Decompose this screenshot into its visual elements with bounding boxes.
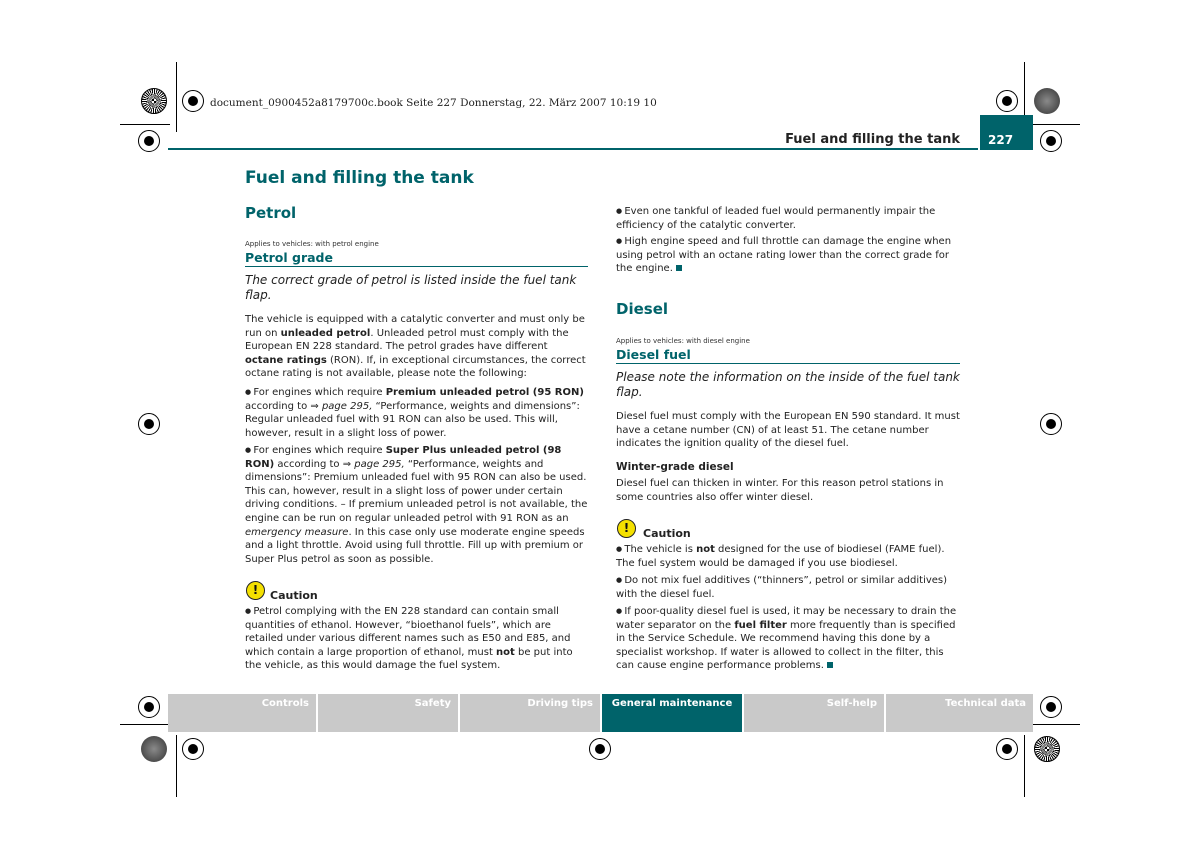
subsection-title-diesel-fuel: Diesel fuel [616,347,960,364]
registration-target-icon [1040,130,1062,152]
paragraph: The vehicle is equipped with a catalytic converter and must only be run on unleaded petrol. Unleaded petrol must comply with the European EN 228 standard. The petrol grades have different octane ratings (RON). If, in exceptional circumstances, the correct octane rating is not available, please note the following: [245,314,586,380]
intro-text: The correct grade of petrol is listed inside the fuel tank flap. [245,273,577,302]
chapter-tab-bar [168,694,1033,732]
crop-line [1030,724,1080,725]
page-title: Fuel and filling the tank [245,168,474,188]
caution-list-item: ● The vehicle is not designed for the use of biodiesel (FAME fuel). The fuel system would be damaged if you use biodiesel. [616,543,960,570]
print-file-info: document_0900452a8179700c.book Seite 227 Donnerstag, 22. März 2007 10:19 10 [210,97,657,109]
section-title-diesel: Diesel [616,300,669,318]
subsection-title-petrol-grade: Petrol grade [245,250,588,267]
paragraph: Diesel fuel must comply with the European EN 590 standard. It must have a cetane number (CN) of at least 51. The cetane number indicates the ignition quality of the diesel fuel. [616,411,960,450]
caution-label: Caution [643,527,691,540]
registration-target-icon [1040,696,1062,718]
registration-target-icon [589,738,611,760]
list-item: ● For engines which require Super Plus unleaded petrol (98 RON) according to ⇒ page 295, “Performance, weights and dimensions”: Premium unleaded fuel with 95 RON can also be used. This can, however, result in a slight loss of power under certain driving conditions. – If premium unleaded petrol is not available, the engine can be run on regular unleaded petrol with 91 RON as an emergency measure. In this case only use moderate engine speeds and a light throttle. Avoid using full throttle. Fill up with premium or Super Plus petrol as soon as possible. [245,444,588,566]
registration-target-icon [138,413,160,435]
registration-starburst-icon [1034,736,1060,762]
registration-target-icon [138,130,160,152]
tab-driving-tips[interactable]: Driving tips [460,694,600,732]
crop-line [176,735,177,797]
applies-to-note: Applies to vehicles: with diesel engine [616,337,750,345]
caution-list-item: ● If poor-quality diesel fuel is used, it may be necessary to drain the water separator on the fuel filter more frequently than is specified in the Service Schedule. We recommend having this done by a specialist workshop. If water is allowed to collect in the filter, this can cause engine performance problems. [616,605,960,673]
caution-list-item: ● Petrol complying with the EN 228 standard can contain small quantities of ethanol. However, “bioethanol fuels”, which are retailed under various different names such as E50 and E85, and which contain a large proportion of ethanol, must not be put into the vehicle, as this would damage the fuel system. [245,605,588,673]
crop-line [1024,735,1025,797]
caution-icon: ! [617,519,636,538]
caution-label: Caution [270,589,318,602]
registration-target-icon [182,738,204,760]
crop-line [120,724,170,725]
subheading-winter-diesel: Winter-grade diesel [616,461,734,473]
header-rule [168,148,978,150]
running-header-title: Fuel and filling the tank [785,132,960,147]
registration-target-icon [138,696,160,718]
registration-starburst-icon [141,88,167,114]
crop-line [120,124,170,125]
registration-target-icon [182,90,204,112]
intro-text: Please note the information on the inside of the fuel tank flap. [616,370,960,399]
crop-line [176,62,177,132]
caution-list-item: ● Do not mix fuel additives (“thinners”, petrol or similar additives) with the diesel fuel. [616,574,960,601]
list-item: ● For engines which require Premium unleaded petrol (95 RON) according to ⇒ page 295, “Performance, weights and dimensions”: Regular unleaded fuel with 91 RON can also be used. This will, however, result in a slight loss of power. [245,386,588,440]
page-number: 227 [980,115,1033,150]
crop-line [1030,124,1080,125]
registration-gray-disc-icon [1034,88,1060,114]
tab-technical-data[interactable]: Technical data [886,694,1033,732]
registration-target-icon [996,738,1018,760]
paragraph: Diesel fuel can thicken in winter. For this reason petrol stations in some countries also offer winter diesel. [616,478,944,503]
caution-icon: ! [246,581,265,600]
registration-gray-disc-icon [141,736,167,762]
end-of-section-icon [676,265,682,271]
registration-target-icon [1040,413,1062,435]
tab-self-help[interactable]: Self-help [744,694,884,732]
tab-general-maintenance[interactable]: General maintenance [602,694,742,732]
list-item: ● Even one tankful of leaded fuel would permanently impair the efficiency of the catalytic converter. [616,205,960,232]
tab-safety[interactable]: Safety [318,694,458,732]
list-item: ● High engine speed and full throttle can damage the engine when using petrol with an octane rating lower than the correct grade for the engine. [616,235,960,276]
applies-to-note: Applies to vehicles: with petrol engine [245,240,379,248]
end-of-section-icon [827,662,833,668]
registration-target-icon [996,90,1018,112]
tab-controls[interactable]: Controls [168,694,316,732]
section-title-petrol: Petrol [245,204,297,222]
